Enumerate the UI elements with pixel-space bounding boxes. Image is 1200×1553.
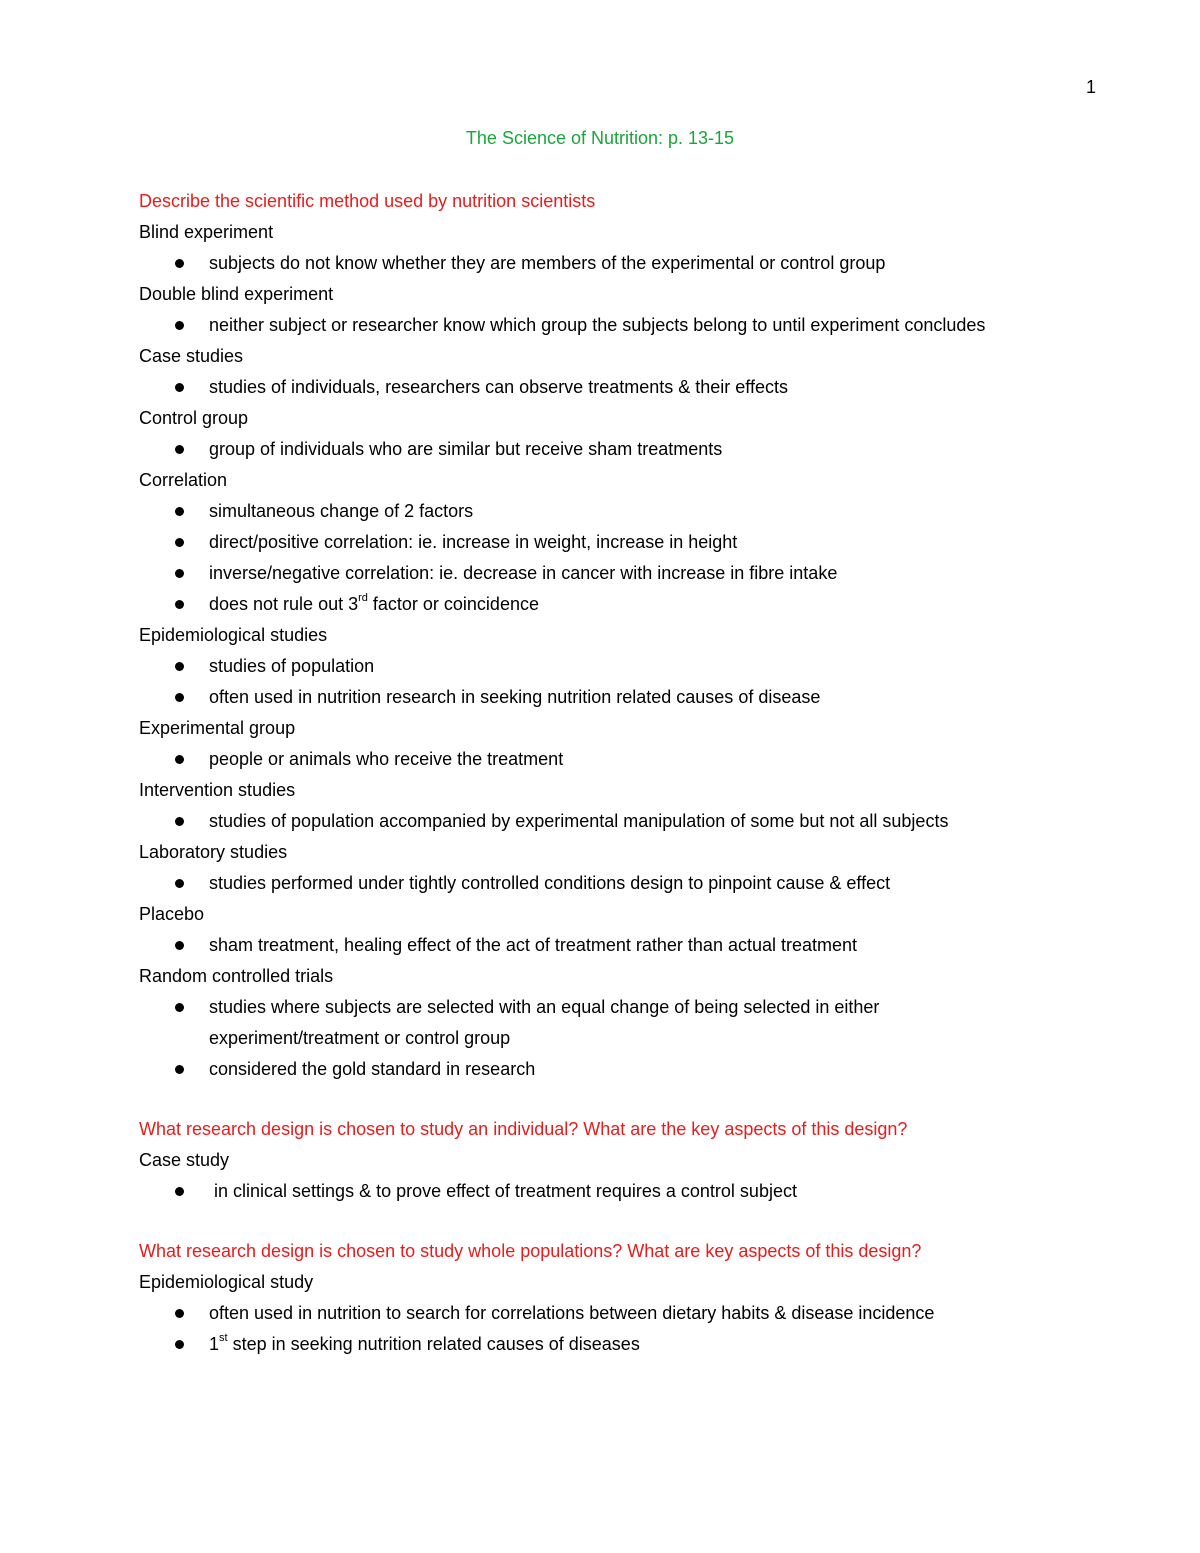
list-item-text: people or animals who receive the treatment	[209, 749, 564, 769]
list-item-text: subjects do not know whether they are members of the experimental or control group	[209, 253, 886, 273]
list-item-text: neither subject or researcher know which group the subjects belong to until experiment concludes	[209, 315, 986, 335]
list-item-text: studies performed under tightly controlled conditions design to pinpoint cause & effect	[209, 873, 891, 893]
list-item-text: studies of population accompanied by experimental manipulation of some but not all subjects	[209, 811, 949, 831]
list-item	[139, 1298, 1139, 1329]
list-item	[139, 248, 1139, 279]
term-heading: Experimental group	[139, 718, 296, 738]
bullet-icon	[175, 755, 184, 764]
bullet-icon	[175, 1065, 184, 1074]
ordinal-suffix: rd	[358, 592, 368, 604]
list-item	[139, 1329, 1139, 1360]
list-item-text: does not rule out 3	[209, 594, 359, 614]
ordinal-suffix: st	[219, 1332, 228, 1344]
bullet-icon	[175, 1309, 184, 1318]
list-item-text: sham treatment, healing effect of the act of treatment rather than actual treatment	[209, 935, 858, 955]
term-heading: Double blind experiment	[139, 284, 334, 304]
list-item-text: often used in nutrition to search for correlations between dietary habits & disease incidence	[209, 1303, 935, 1323]
list-item-text: studies of population	[209, 656, 375, 676]
section	[139, 186, 1139, 1085]
list-item	[139, 992, 979, 1054]
bullet-icon	[175, 445, 184, 454]
list-item-text: studies where subjects are selected with an equal change of being selected in either experiment/treatment or control group	[209, 997, 880, 1048]
list-item	[139, 310, 1139, 341]
list-item	[139, 806, 1139, 837]
list-item	[139, 868, 1139, 899]
list-item	[139, 496, 1139, 527]
list-item-text: considered the gold standard in research	[209, 1059, 536, 1079]
term-heading: Random controlled trials	[139, 966, 334, 986]
list-item-text: step in seeking nutrition related causes of diseases	[227, 1334, 640, 1354]
bullet-icon	[175, 600, 184, 609]
list-item	[139, 558, 1139, 589]
list-item	[139, 589, 1139, 620]
list-item	[139, 744, 1139, 775]
bullet-icon	[175, 941, 184, 950]
term-heading: Laboratory studies	[139, 842, 288, 862]
bullet-icon	[175, 383, 184, 392]
term-heading: Placebo	[139, 904, 205, 924]
term-heading: Epidemiological studies	[139, 625, 328, 645]
list-item	[139, 682, 1139, 713]
list-item-text: direct/positive correlation: ie. increase in weight, increase in height	[209, 532, 738, 552]
section-question: Describe the scientific method used by nutrition scientists	[139, 191, 596, 211]
list-item-text: studies of individuals, researchers can observe treatments & their effects	[209, 377, 788, 397]
list-item	[139, 527, 1139, 558]
list-item	[139, 372, 1139, 403]
document-title: The Science of Nutrition: p. 13-15	[465, 128, 735, 148]
section	[139, 1236, 1139, 1360]
list-item	[139, 434, 1139, 465]
bullet-icon	[175, 538, 184, 547]
section	[139, 1114, 1139, 1207]
bullet-icon	[175, 569, 184, 578]
bullet-icon	[175, 321, 184, 330]
bullet-icon	[175, 1340, 184, 1349]
list-item	[139, 1054, 1139, 1085]
term-heading: Case study	[139, 1150, 230, 1170]
list-item-text: group of individuals who are similar but receive sham treatments	[209, 439, 723, 459]
term-heading: Case studies	[139, 346, 244, 366]
document-body	[139, 186, 1139, 1360]
term-heading: Correlation	[139, 470, 228, 490]
list-item-text: factor or coincidence	[367, 594, 539, 614]
bullet-icon	[175, 1003, 184, 1012]
section-question: What research design is chosen to study an individual? What are the key aspects of this design?	[139, 1119, 908, 1139]
list-item	[139, 930, 1139, 961]
bullet-icon	[175, 693, 184, 702]
term-heading: Epidemiological study	[139, 1272, 314, 1292]
list-item	[139, 1176, 1139, 1207]
bullet-icon	[175, 507, 184, 516]
page-number: 1	[1085, 77, 1096, 97]
term-heading: Control group	[139, 408, 249, 428]
term-heading: Intervention studies	[139, 780, 296, 800]
list-item-text: often used in nutrition research in seeking nutrition related causes of disease	[209, 687, 821, 707]
bullet-icon	[175, 662, 184, 671]
list-item-text: 1	[209, 1334, 220, 1354]
bullet-icon	[175, 259, 184, 268]
bullet-icon	[175, 1187, 184, 1196]
section-question: What research design is chosen to study whole populations? What are key aspects of this design?	[139, 1241, 922, 1261]
bullet-icon	[175, 817, 184, 826]
list-item-text: in clinical settings & to prove effect of treatment requires a control subject	[209, 1181, 797, 1201]
term-heading: Blind experiment	[139, 222, 274, 242]
bullet-icon	[175, 879, 184, 888]
list-item-text: simultaneous change of 2 factors	[209, 501, 474, 521]
list-item	[139, 651, 1139, 682]
list-item-text: inverse/negative correlation: ie. decrease in cancer with increase in fibre intake	[209, 563, 838, 583]
